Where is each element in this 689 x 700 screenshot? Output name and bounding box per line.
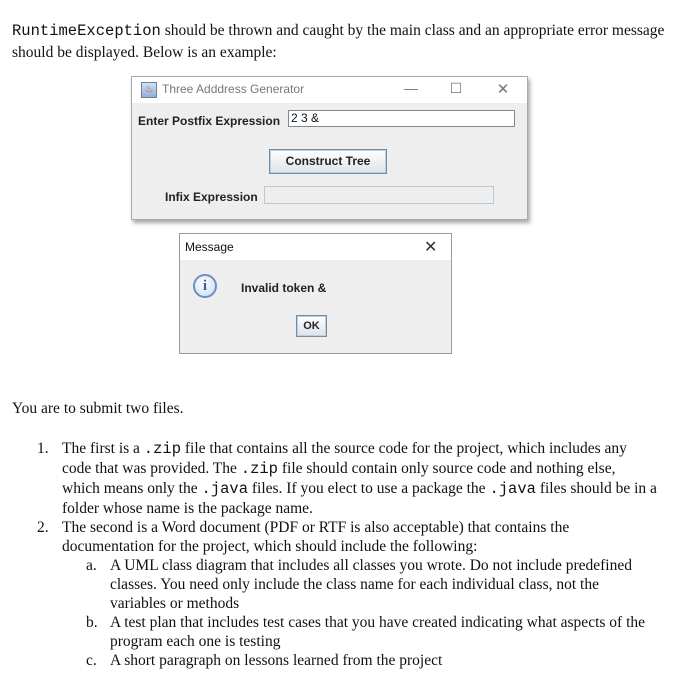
item-text: files should be in a folder whose name is the package name. xyxy=(62,480,657,517)
intro-text: should be thrown and caught by the main class and an appropriate error message should be displayed. Below is an example: xyxy=(12,22,665,61)
item-text: file that contains all the source code for the project, which includes any code that was provided. The xyxy=(62,440,627,477)
sub-item-b xyxy=(0,613,650,651)
window-titlebar xyxy=(132,77,527,103)
ok-button[interactable]: OK xyxy=(296,315,327,337)
list-item-1 xyxy=(0,439,657,518)
intro-paragraph xyxy=(12,20,672,63)
zip-code-text: .zip xyxy=(143,440,182,458)
close-button[interactable]: ✕ xyxy=(496,81,510,98)
sub-item-text: A UML class diagram that includes all classes you wrote. Do not include predefined classes. You need only include the class name for each individual class, not the variables or methods xyxy=(110,557,632,612)
postfix-label: Enter Postfix Expression xyxy=(138,114,281,128)
sub-item-letter: b. xyxy=(86,614,98,631)
submit-line: You are to submit two files. xyxy=(12,400,184,417)
java-code-text: .java xyxy=(201,480,248,498)
infix-label: Infix Expression xyxy=(165,190,258,204)
sub-item-text: A short paragraph on lessons learned from the project xyxy=(110,652,443,669)
sub-item-letter: c. xyxy=(86,652,97,669)
java-app-icon: ♨ xyxy=(141,82,157,98)
window-title: Three Adddress Generator xyxy=(162,82,305,96)
maximize-button[interactable]: ☐ xyxy=(449,80,463,96)
infix-output-field xyxy=(264,186,494,204)
java-code-text: .java xyxy=(489,480,536,498)
sub-item-text: A test plan that includes test cases that you have created indicating what aspects of the program each one is testing xyxy=(110,614,646,650)
item-number: 2. xyxy=(37,519,49,536)
three-address-generator-window xyxy=(131,76,528,220)
info-icon: i xyxy=(193,274,217,298)
minimize-button[interactable]: — xyxy=(404,80,418,96)
construct-tree-button[interactable]: Construct Tree xyxy=(269,149,387,174)
item-text: file should contain only source code and nothing else, which means only the xyxy=(62,460,616,497)
dialog-close-icon[interactable]: ✕ xyxy=(424,239,438,256)
zip-code-text: .zip xyxy=(240,460,278,478)
intro-code: RuntimeException xyxy=(12,22,161,40)
item-number: 1. xyxy=(37,440,49,457)
submission-list xyxy=(0,439,689,670)
dialog-message: Invalid token & xyxy=(241,281,327,295)
postfix-input[interactable]: 2 3 & xyxy=(288,110,515,127)
sub-item-letter: a. xyxy=(86,557,97,574)
dialog-title: Message xyxy=(185,240,234,254)
item-text: files. If you elect to use a package the xyxy=(248,480,490,497)
item-text: The second is a Word document (PDF or RTF is also acceptable) that contains the documentation for the project, which should include the following: xyxy=(62,519,570,555)
sub-item-c xyxy=(0,651,650,670)
list-item-2 xyxy=(0,518,657,556)
item-text: The first is a xyxy=(62,440,144,457)
message-dialog xyxy=(179,233,452,354)
dialog-titlebar xyxy=(180,234,451,260)
sub-item-a xyxy=(0,556,650,613)
